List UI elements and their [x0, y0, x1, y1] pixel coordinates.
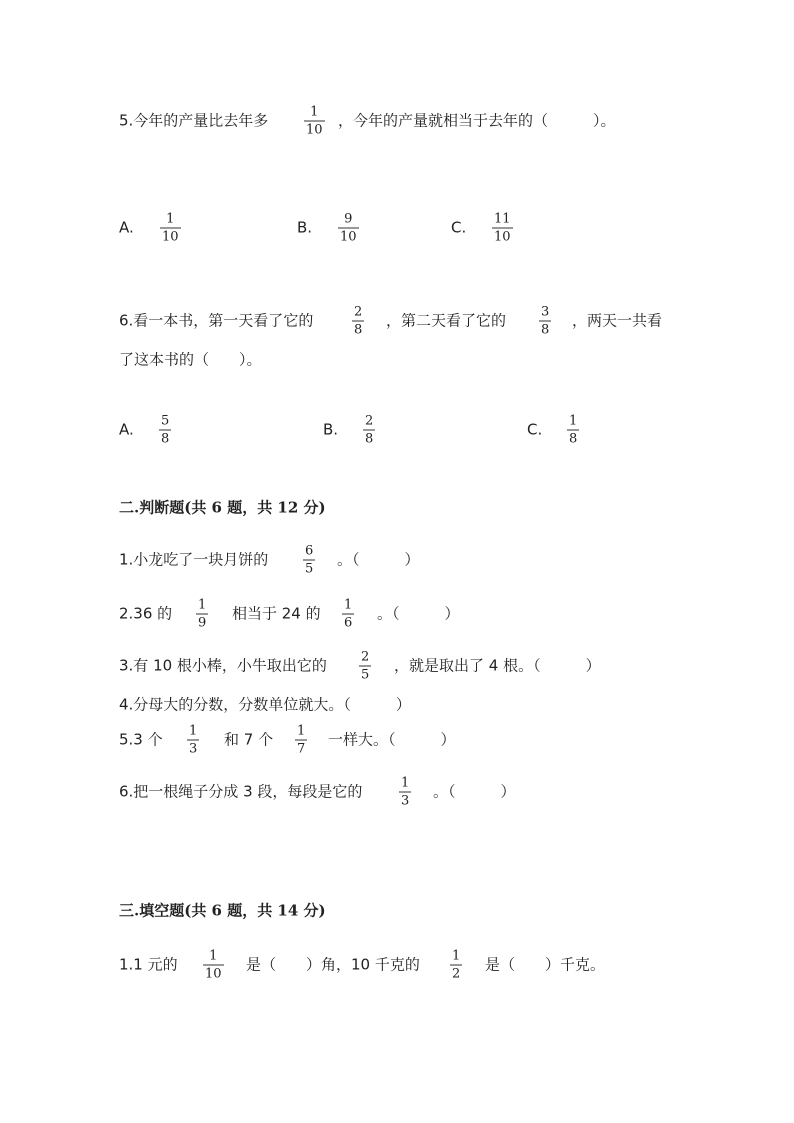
- fill-q1-fraction-2: 1 2: [452, 948, 461, 982]
- judge-q5-fraction-2: 1 7: [297, 723, 306, 757]
- question-6-options: [0, 408, 794, 452]
- question-5-text-post: ，今年的产量就相当于去年的（ ）。: [338, 111, 616, 130]
- option-a-fraction[interactable]: 5 8: [161, 413, 170, 447]
- section-2-header: [0, 486, 794, 530]
- option-a-label[interactable]: A.: [119, 218, 134, 237]
- section-3-title: 三.填空题(共 6 题，共 14 分): [119, 901, 326, 920]
- judge-q6-fraction: 1 3: [401, 775, 410, 809]
- option-c-label[interactable]: C.: [527, 420, 543, 439]
- judge-question-5: [0, 718, 794, 762]
- judge-question-3: [0, 644, 794, 688]
- judge-q3-fraction: 2 5: [361, 649, 370, 683]
- judge-q5-text-mid: 和 7 个: [224, 730, 274, 749]
- judge-q1-fraction: 6 5: [305, 543, 314, 577]
- option-c-label[interactable]: C.: [451, 218, 467, 237]
- judge-q5-fraction-1: 1 3: [189, 723, 198, 757]
- section-3-header: [0, 889, 794, 933]
- option-a-fraction[interactable]: 1 10: [162, 211, 179, 245]
- question-6-text-pre: 6.看一本书，第一天看了它的: [119, 311, 314, 330]
- judge-q2-text-pre: 2.36 的: [119, 604, 173, 623]
- question-6-text-mid: ，第二天看了它的: [386, 311, 507, 330]
- option-b-fraction[interactable]: 2 8: [365, 413, 374, 447]
- judge-question-1: [0, 538, 794, 582]
- judge-question-2: [0, 592, 794, 636]
- fill-question-1: [0, 943, 794, 987]
- fill-q1-text-mid: 是（ ）角，10 千克的: [246, 955, 420, 974]
- question-6-text-post: ，两天一共看: [572, 311, 663, 330]
- option-b-label[interactable]: B.: [297, 218, 313, 237]
- fill-q1-fraction-1: 1 10: [205, 948, 222, 982]
- judge-q2-text-mid: 相当于 24 的: [232, 604, 321, 623]
- fill-q1-text-pre: 1.1 元的: [119, 955, 178, 974]
- judge-q5-text-pre: 5.3 个: [119, 730, 163, 749]
- option-c-fraction[interactable]: 1 8: [569, 413, 578, 447]
- question-5: [0, 99, 794, 143]
- question-5-fraction: 1 10: [306, 104, 323, 138]
- question-5-options: [0, 206, 794, 250]
- option-a-label[interactable]: A.: [119, 420, 134, 439]
- question-6-fraction-1: 2 8: [354, 304, 363, 338]
- judge-q5-text-post: 一样大。（ ）: [328, 730, 456, 749]
- option-c-fraction[interactable]: 11 10: [494, 211, 511, 245]
- judge-q1-text-pre: 1.小龙吃了一块月饼的: [119, 550, 269, 569]
- judge-q1-text-post: 。（ ）: [337, 550, 420, 569]
- option-b-label[interactable]: B.: [323, 420, 339, 439]
- judge-q2-text-post: 。（ ）: [377, 604, 460, 623]
- judge-q2-fraction-1: 1 9: [198, 597, 207, 631]
- judge-question-6: [0, 770, 794, 814]
- judge-q2-fraction-2: 1 6: [344, 597, 353, 631]
- judge-q3-text-post: ，就是取出了 4 根。（ ）: [394, 656, 601, 675]
- fill-q1-text-post: 是（ ）千克。: [485, 955, 606, 974]
- judge-q4-text: 4.分母大的分数，分数单位就大。（ ）: [119, 695, 411, 714]
- section-2-title: 二.判断题(共 6 题，共 12 分): [119, 498, 326, 517]
- question-5-text-pre: 5.今年的产量比去年多: [119, 111, 269, 130]
- question-6-text-line2: 了这本书的（ ）。: [119, 350, 262, 369]
- judge-q3-text-pre: 3.有 10 根小棒，小牛取出它的: [119, 656, 327, 675]
- question-6: [0, 299, 794, 343]
- judge-q6-text-post: 。（ ）: [433, 782, 516, 801]
- option-b-fraction[interactable]: 9 10: [340, 211, 357, 245]
- judge-q6-text-pre: 6.把一根绳子分成 3 段，每段是它的: [119, 782, 363, 801]
- question-6-fraction-2: 3 8: [541, 304, 550, 338]
- question-6-line-2: [0, 338, 794, 382]
